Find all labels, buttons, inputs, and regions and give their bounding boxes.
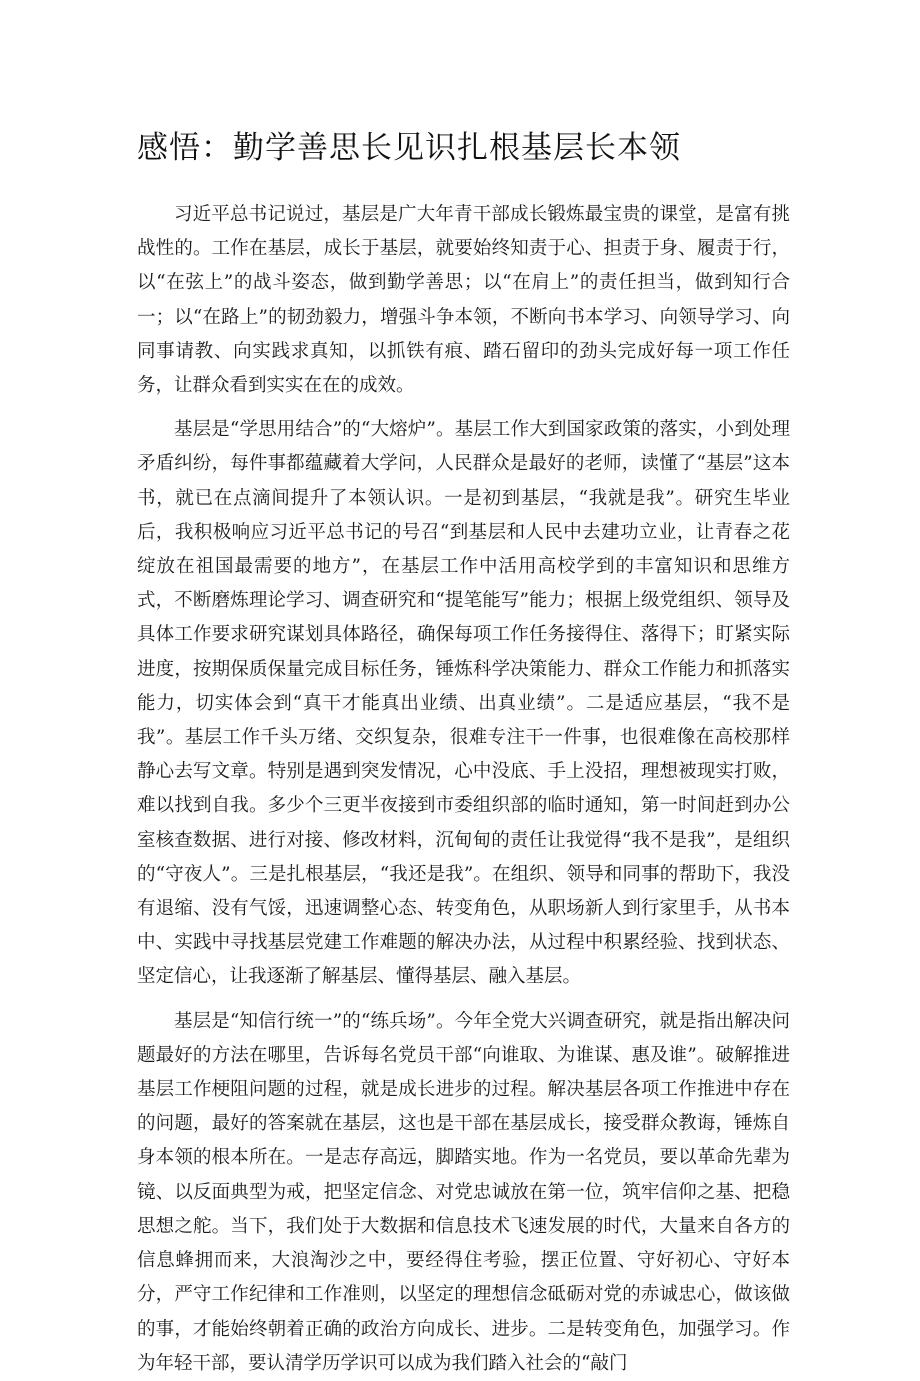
paragraph-intro: 习近平总书记说过，基层是广大年青干部成长锻炼最宝贵的课堂，是富有挑战性的。工作在基层，成长于基层，就要始终知责于心、担责于身、履责于行，以“在弦上”的战斗姿态，做到勤学善思；以“在肩上”的责任担当，做到知行合一；以“在路上”的韧劲毅力，增强斗争本领，不断向书本学习、向领导学习、向同事请教、向实践求真知，以抓铁有痕、踏石留印的劲头完成好每一项工作任务，让群众看到实实在在的成效。 — [137, 204, 790, 397]
document-title: 感悟：勤学善思长见识扎根基层长本领 — [137, 130, 681, 166]
paragraph-furnace: 基层是“学思用结合”的“大熔炉”。基层工作大到国家政策的落实，小到处理矛盾纠纷，每件事都蕴藏着大学问，人民群众是最好的老师，读懂了“基层”这本书，就已在点滴间提升了本领认识。一是初到基层，“我就是我”。研究生毕业后，我积极响应习近平总书记的号召“到基层和人民中去建功立业，让青春之花绽放在祖国最需要的地方”，在基层工作中活用高校学到的丰富知识和思维方式，不断磨炼理论学习、调查研究和“提笔能写”能力；根据上级党组织、领导及具体工作要求研究谋划具体路径，确保每项工作任务接得住、落得下；盯紧实际进度，按期保质保量完成目标任务，锤炼科学决策能力、群众工作能力和抓落实能力，切实体会到“真干才能真出业绩、出真业绩”。二是适应基层，“我不是我”。基层工作千头万绪、交织复杂，很难专注干一件事，也很难像在高校那样静心去写文章。特别是遇到突发情况，心中没底、手上没招，理想被现实打败，难以找到自我。多少个三更半夜接到市委组织部的临时通知，第一时间赶到办公室核查数据、进行对接、修改材料，沉甸甸的责任让我觉得“我不是我”，是组织的“守夜人”。三是扎根基层，“我还是我”。在组织、领导和同事的帮助下，我没有退缩、没有气馁，迅速调整心态、转变角色，从职场新人到行家里手，从书本中、实践中寻找基层党建工作难题的解决办法，从过程中积累经验、找到状态、坚定信心，让我逐渐了解基层、懂得基层、融入基层。 — [137, 419, 790, 988]
paragraph-training-ground: 基层是“知信行统一”的“练兵场”。今年全党大兴调查研究，就是指出解决问题最好的方法在哪里，告诉每名党员干部“向谁取、为谁谋、惠及谁”。破解推进基层工作梗阻问题的过程，就是成长进步的过程。解决基层各项工作推进中存在的问题，最好的答案就在基层，这也是干部在基层成长，接受群众教诲，锤炼自身本领的根本所在。一是志存高远，脚踏实地。作为一名党员，要以革命先辈为镜、以反面典型为戒，把坚定信念、对党忠诚放在第一位，筑牢信仰之基、把稳思想之舵。当下，我们处于大数据和信息技术飞速发展的时代，大量来自各方的信息蜂拥而来，大浪淘沙之中，要经得住考验，摆正位置、守好初心、守好本分，严守工作纪律和工作准则，以坚定的理想信念砥砺对党的赤诚忠心，做该做的事，才能始终朝着正确的政治方向成长、进步。二是转变角色，加强学习。作为年轻干部，要认清学历学识可以成为我们踏入社会的“敲门 — [137, 1010, 790, 1374]
